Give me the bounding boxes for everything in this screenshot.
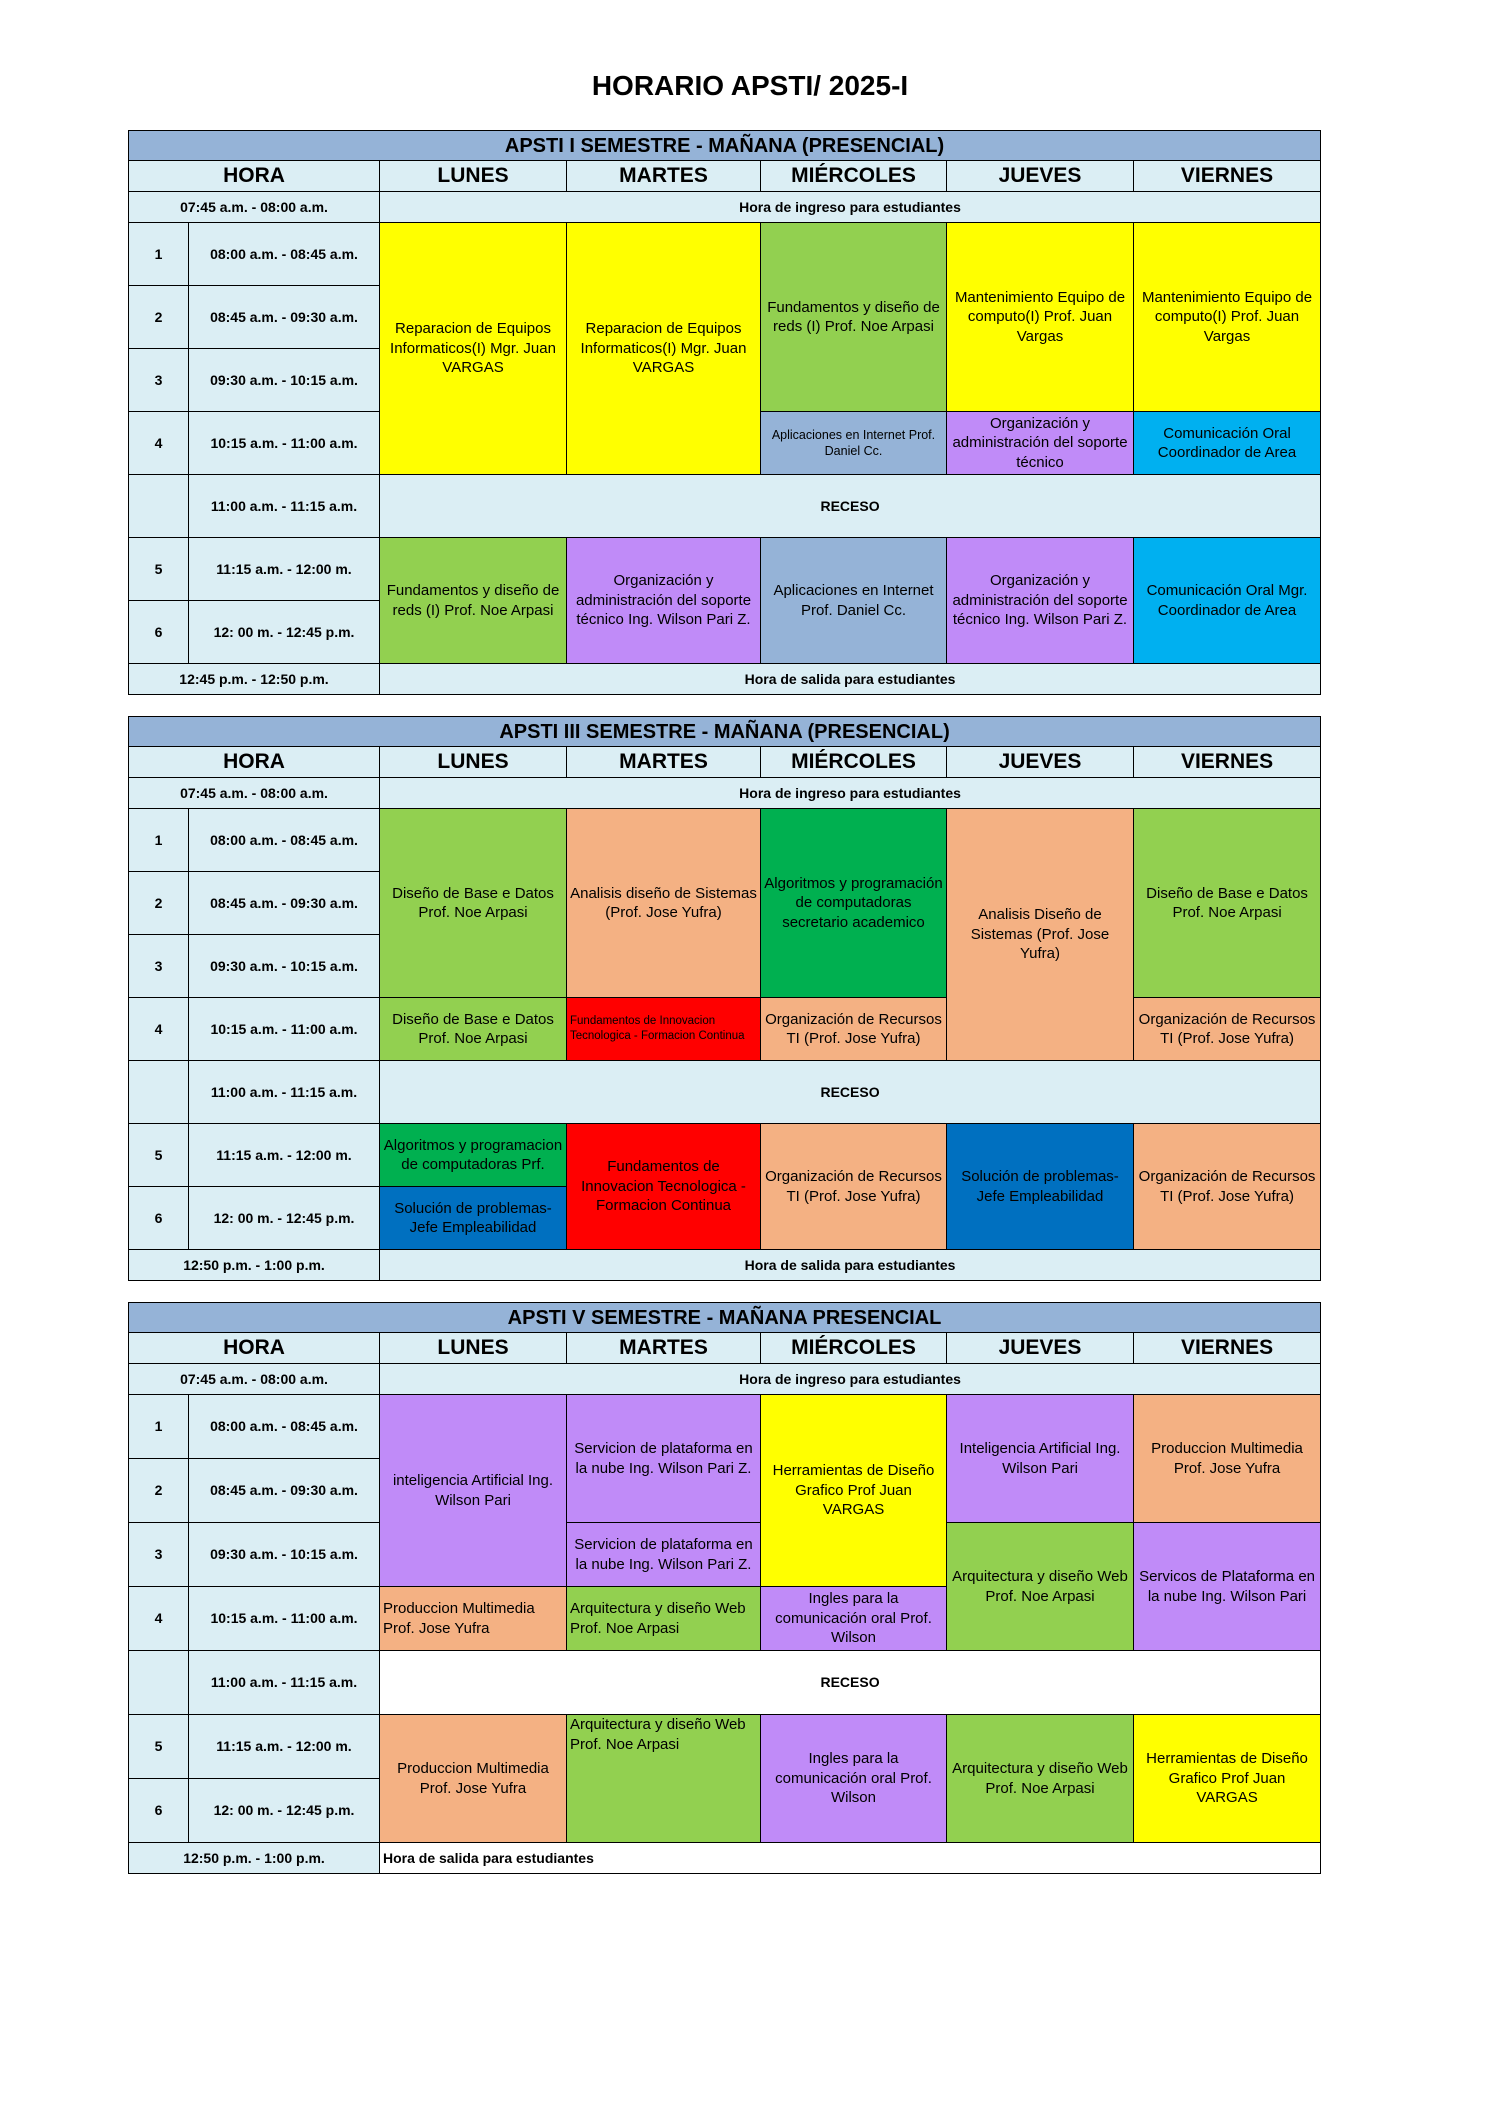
class-cell: Servicion de plataforma en la nube Ing. Wilson Pari Z.	[567, 1395, 761, 1523]
period-number-empty	[129, 1651, 189, 1715]
period-number: 1	[129, 809, 189, 872]
period-number: 5	[129, 1715, 189, 1779]
semester-banner: APSTI I SEMESTRE - MAÑANA (PRESENCIAL)	[129, 131, 1321, 161]
class-cell: Diseño de Base e Datos Prof. Noe Arpasi	[1134, 809, 1321, 998]
class-cell: Organización de Recursos TI (Prof. Jose Yufra)	[761, 1124, 947, 1250]
period-number-empty	[129, 1061, 189, 1124]
day-header-viernes: VIERNES	[1134, 747, 1321, 778]
class-cell: Organización y administración del soporte técnico	[947, 412, 1134, 475]
class-cell: Arquitectura y diseño Web Prof. Noe Arpasi	[947, 1715, 1134, 1843]
period-number: 4	[129, 412, 189, 475]
class-cell: Arquitectura y diseño Web Prof. Noe Arpasi	[947, 1523, 1134, 1651]
time-ingreso: 07:45 a.m. - 08:00 a.m.	[129, 778, 380, 809]
class-cell: Diseño de Base e Datos Prof. Noe Arpasi	[380, 998, 567, 1061]
class-cell: Herramientas de Diseño Grafico Prof Juan VARGAS	[1134, 1715, 1321, 1843]
day-header-lunes: LUNES	[380, 747, 567, 778]
time-salida: 12:50 p.m. - 1:00 p.m.	[129, 1843, 380, 1874]
class-cell: Produccion Multimedia Prof. Jose Yufra	[380, 1715, 567, 1843]
period-number: 3	[129, 935, 189, 998]
page-title: HORARIO APSTI/ 2025-I	[591, 70, 909, 101]
day-header-viernes: VIERNES	[1134, 161, 1321, 192]
period-number: 2	[129, 286, 189, 349]
time-receso: 11:00 a.m. - 11:15 a.m.	[189, 1651, 380, 1715]
class-cell: Arquitectura y diseño Web Prof. Noe Arpasi	[567, 1715, 761, 1843]
semester-banner: APSTI III SEMESTRE - MAÑANA (PRESENCIAL)	[129, 717, 1321, 747]
class-cell: Inteligencia Artificial Ing. Wilson Pari	[947, 1395, 1134, 1523]
receso-row: RECESO	[380, 475, 1321, 538]
time-slot: 08:00 a.m. - 08:45 a.m.	[189, 223, 380, 286]
period-number: 4	[129, 998, 189, 1061]
period-number: 4	[129, 1587, 189, 1651]
period-number: 6	[129, 1779, 189, 1843]
day-header-jueves: JUEVES	[947, 161, 1134, 192]
class-cell: Servicos de Plataforma en la nube Ing. Wilson Pari	[1134, 1523, 1321, 1651]
schedule-table-semester-5	[128, 1302, 1321, 1874]
class-cell: Mantenimiento Equipo de computo(I) Prof. Juan Vargas	[1134, 223, 1321, 412]
time-salida: 12:50 p.m. - 1:00 p.m.	[129, 1250, 380, 1281]
period-number: 6	[129, 1187, 189, 1250]
time-ingreso: 07:45 a.m. - 08:00 a.m.	[129, 192, 380, 223]
period-number: 5	[129, 1124, 189, 1187]
day-header-viernes: VIERNES	[1134, 1333, 1321, 1364]
class-cell: Organización y administración del soporte técnico Ing. Wilson Pari Z.	[947, 538, 1134, 664]
time-salida: 12:45 p.m. - 12:50 p.m.	[129, 664, 380, 695]
semester-banner: APSTI V SEMESTRE - MAÑANA PRESENCIAL	[129, 1303, 1321, 1333]
class-cell: Organización de Recursos TI (Prof. Jose Yufra)	[761, 998, 947, 1061]
receso-row: RECESO	[380, 1651, 1321, 1715]
time-slot: 11:15 a.m. - 12:00 m.	[189, 1124, 380, 1187]
time-slot: 11:15 a.m. - 12:00 m.	[189, 538, 380, 601]
time-slot: 08:00 a.m. - 08:45 a.m.	[189, 1395, 380, 1459]
time-slot: 12: 00 m. - 12:45 p.m.	[189, 601, 380, 664]
class-cell: Algoritmos y programación de computadoras secretario academico	[761, 809, 947, 998]
day-header-miercoles: MIÉRCOLES	[761, 1333, 947, 1364]
class-cell: Organización de Recursos TI (Prof. Jose Yufra)	[1134, 998, 1321, 1061]
day-header-jueves: JUEVES	[947, 747, 1134, 778]
day-header-martes: MARTES	[567, 747, 761, 778]
class-cell: Analisis diseño de Sistemas (Prof. Jose Yufra)	[567, 809, 761, 998]
salida-row: Hora de salida para estudiantes	[380, 1250, 1321, 1281]
time-receso: 11:00 a.m. - 11:15 a.m.	[189, 475, 380, 538]
day-header-jueves: JUEVES	[947, 1333, 1134, 1364]
class-cell: Fundamentos de Innovacion Tecnologica - Formacion Continua	[567, 998, 761, 1061]
class-cell: Fundamentos y diseño de reds (I) Prof. Noe Arpasi	[761, 223, 947, 412]
time-slot: 09:30 a.m. - 10:15 a.m.	[189, 1523, 380, 1587]
time-slot: 10:15 a.m. - 11:00 a.m.	[189, 1587, 380, 1651]
period-number: 3	[129, 349, 189, 412]
class-cell: Arquitectura y diseño Web Prof. Noe Arpasi	[567, 1587, 761, 1651]
day-header-miercoles: MIÉRCOLES	[761, 747, 947, 778]
period-number: 3	[129, 1523, 189, 1587]
class-cell: Servicion de plataforma en la nube Ing. Wilson Pari Z.	[567, 1523, 761, 1587]
period-number: 2	[129, 872, 189, 935]
class-cell: Solución de problemas- Jefe Empleabilidad	[380, 1187, 567, 1250]
class-cell: Solución de problemas- Jefe Empleabilidad	[947, 1124, 1134, 1250]
class-cell: Organización de Recursos TI (Prof. Jose Yufra)	[1134, 1124, 1321, 1250]
time-slot: 09:30 a.m. - 10:15 a.m.	[189, 349, 380, 412]
hora-header: HORA	[129, 1333, 380, 1364]
class-cell: Fundamentos de Innovacion Tecnologica - Formacion Continua	[567, 1124, 761, 1250]
hora-header: HORA	[129, 747, 380, 778]
day-header-lunes: LUNES	[380, 1333, 567, 1364]
ingreso-row: Hora de ingreso para estudiantes	[380, 778, 1321, 809]
period-number: 2	[129, 1459, 189, 1523]
time-slot: 09:30 a.m. - 10:15 a.m.	[189, 935, 380, 998]
period-number: 6	[129, 601, 189, 664]
time-slot: 12: 00 m. - 12:45 p.m.	[189, 1187, 380, 1250]
class-cell: Organización y administración del soporte técnico Ing. Wilson Pari Z.	[567, 538, 761, 664]
hora-header: HORA	[129, 161, 380, 192]
salida-row: Hora de salida para estudiantes	[380, 1843, 1321, 1874]
time-slot: 11:15 a.m. - 12:00 m.	[189, 1715, 380, 1779]
class-cell: Comunicación Oral Coordinador de Area	[1134, 412, 1321, 475]
class-cell: Ingles para la comunicación oral Prof. Wilson	[761, 1587, 947, 1651]
period-number: 1	[129, 1395, 189, 1459]
class-cell: Aplicaciones en Internet Prof. Daniel Cc.	[761, 412, 947, 475]
time-slot: 08:45 a.m. - 09:30 a.m.	[189, 1459, 380, 1523]
time-slot: 08:45 a.m. - 09:30 a.m.	[189, 286, 380, 349]
period-number: 5	[129, 538, 189, 601]
class-cell: Reparacion de Equipos Informaticos(I) Mgr. Juan VARGAS	[380, 223, 567, 475]
class-cell: Reparacion de Equipos Informaticos(I) Mgr. Juan VARGAS	[567, 223, 761, 475]
class-cell: Algoritmos y programacion de computadoras Prf.	[380, 1124, 567, 1187]
ingreso-row: Hora de ingreso para estudiantes	[380, 192, 1321, 223]
time-slot: 10:15 a.m. - 11:00 a.m.	[189, 998, 380, 1061]
time-slot: 08:45 a.m. - 09:30 a.m.	[189, 872, 380, 935]
class-cell: Herramientas de Diseño Grafico Prof Juan VARGAS	[761, 1395, 947, 1587]
ingreso-row: Hora de ingreso para estudiantes	[380, 1364, 1321, 1395]
class-cell: Fundamentos y diseño de reds (I) Prof. Noe Arpasi	[380, 538, 567, 664]
schedule-table-semester-1	[128, 130, 1321, 695]
period-number: 1	[129, 223, 189, 286]
class-cell: Analisis Diseño de Sistemas (Prof. Jose Yufra)	[947, 809, 1134, 1061]
receso-row: RECESO	[380, 1061, 1321, 1124]
day-header-lunes: LUNES	[380, 161, 567, 192]
time-receso: 11:00 a.m. - 11:15 a.m.	[189, 1061, 380, 1124]
class-cell: Aplicaciones en Internet Prof. Daniel Cc.	[761, 538, 947, 664]
schedule-table-semester-3	[128, 716, 1321, 1281]
class-cell: Produccion Multimedia Prof. Jose Yufra	[1134, 1395, 1321, 1523]
day-header-miercoles: MIÉRCOLES	[761, 161, 947, 192]
class-cell: Ingles para la comunicación oral Prof. Wilson	[761, 1715, 947, 1843]
class-cell: Comunicación Oral Mgr. Coordinador de Area	[1134, 538, 1321, 664]
time-ingreso: 07:45 a.m. - 08:00 a.m.	[129, 1364, 380, 1395]
time-slot: 12: 00 m. - 12:45 p.m.	[189, 1779, 380, 1843]
class-cell: Diseño de Base e Datos Prof. Noe Arpasi	[380, 809, 567, 998]
day-header-martes: MARTES	[567, 1333, 761, 1364]
salida-row: Hora de salida para estudiantes	[380, 664, 1321, 695]
class-cell: Produccion Multimedia Prof. Jose Yufra	[380, 1587, 567, 1651]
class-cell: inteligencia Artificial Ing. Wilson Pari	[380, 1395, 567, 1587]
time-slot: 08:00 a.m. - 08:45 a.m.	[189, 809, 380, 872]
day-header-martes: MARTES	[567, 161, 761, 192]
period-number-empty	[129, 475, 189, 538]
class-cell: Mantenimiento Equipo de computo(I) Prof. Juan Vargas	[947, 223, 1134, 412]
time-slot: 10:15 a.m. - 11:00 a.m.	[189, 412, 380, 475]
